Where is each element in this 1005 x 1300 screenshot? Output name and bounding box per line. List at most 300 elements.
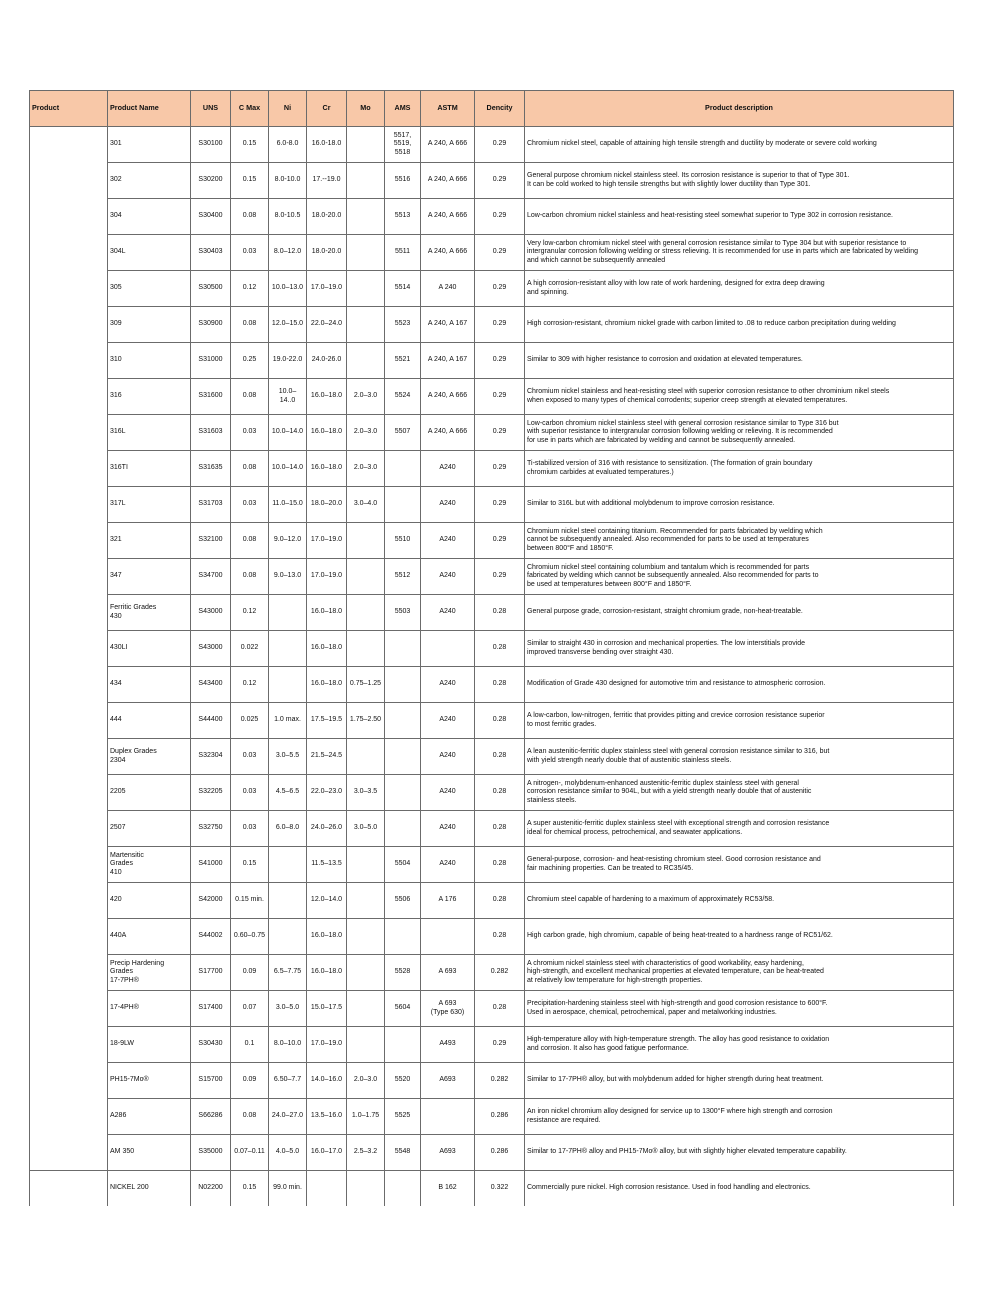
- c-max-cell: 0.03: [231, 415, 269, 451]
- product-name-cell: 305: [108, 271, 191, 307]
- alloy-table: [29, 90, 954, 1206]
- cr-cell: 16.0–17.0: [307, 1135, 347, 1171]
- product-name-cell: 317L: [108, 487, 191, 523]
- product-group-cell: [30, 1063, 108, 1099]
- ni-cell: 8.0–12.0: [269, 235, 307, 271]
- description-cell: Chromium steel capable of hardening to a maximum of approximately RC53/58.: [525, 883, 954, 919]
- astm-cell: A240: [421, 487, 475, 523]
- product-name-cell: 434: [108, 667, 191, 703]
- ams-cell: 5504: [385, 847, 421, 883]
- cr-cell: 16.0–18.0: [307, 595, 347, 631]
- table-row: [30, 1135, 954, 1171]
- uns-cell: S31603: [191, 415, 231, 451]
- astm-cell: A240: [421, 739, 475, 775]
- ni-cell: 6.50–7.7: [269, 1063, 307, 1099]
- description-cell: Similar to 17-7PH® alloy and PH15-7Mo® alloy, but with slightly higher elevated temperature capability.: [525, 1135, 954, 1171]
- astm-cell: B 162: [421, 1171, 475, 1207]
- product-group-cell: [30, 199, 108, 235]
- product-group-cell: [30, 991, 108, 1027]
- product-name-cell: 301: [108, 127, 191, 163]
- description-cell: A low-carbon, low-nitrogen, ferritic that provides pitting and crevice corrosion resistance superior to most ferritic grades.: [525, 703, 954, 739]
- product-group-cell: [30, 163, 108, 199]
- density-cell: 0.28: [475, 631, 525, 667]
- product-name-cell: 316: [108, 379, 191, 415]
- product-name-cell: 309: [108, 307, 191, 343]
- ni-cell: 8.0–10.0: [269, 1027, 307, 1063]
- density-cell: 0.28: [475, 667, 525, 703]
- description-cell: Similar to 17-7PH® alloy, but with molybdenum added for higher strength during heat treatment.: [525, 1063, 954, 1099]
- table-row: [30, 163, 954, 199]
- mo-cell: [347, 199, 385, 235]
- cr-cell: 17.0–19.0: [307, 559, 347, 595]
- product-name-cell: 17-4PH®: [108, 991, 191, 1027]
- uns-cell: S15700: [191, 1063, 231, 1099]
- ams-cell: 5514: [385, 271, 421, 307]
- astm-cell: A240: [421, 811, 475, 847]
- density-cell: 0.286: [475, 1099, 525, 1135]
- cr-cell: 13.5–16.0: [307, 1099, 347, 1135]
- uns-cell: S31635: [191, 451, 231, 487]
- astm-cell: A693: [421, 1063, 475, 1099]
- ams-cell: 5511: [385, 235, 421, 271]
- mo-cell: [347, 991, 385, 1027]
- cr-cell: 17.0–19.0: [307, 1027, 347, 1063]
- product-name-cell: Duplex Grades 2304: [108, 739, 191, 775]
- description-cell: Chromium nickel stainless and heat-resisting steel with superior corrosion resistance to other chrominium nikel steels when exposed to many types of chemical corrodents; superior creep strength at elevated temperatures.: [525, 379, 954, 415]
- c-max-cell: 0.12: [231, 595, 269, 631]
- cr-cell: 16.0–18.0: [307, 955, 347, 991]
- density-cell: 0.29: [475, 379, 525, 415]
- description-cell: Similar to straight 430 in corrosion and mechanical properties. The low interstitials provide improved transverse bending over straight 430.: [525, 631, 954, 667]
- mo-cell: 2.0–3.0: [347, 451, 385, 487]
- ni-cell: [269, 919, 307, 955]
- uns-cell: S42000: [191, 883, 231, 919]
- product-group-cell: [30, 667, 108, 703]
- ni-cell: 10.0–14.0: [269, 415, 307, 451]
- cr-cell: 18.0-20.0: [307, 199, 347, 235]
- ni-cell: 19.0-22.0: [269, 343, 307, 379]
- product-group-cell: [30, 775, 108, 811]
- mo-cell: [347, 271, 385, 307]
- uns-cell: S43000: [191, 595, 231, 631]
- description-cell: Low-carbon chromium nickel stainless steel with general corrosion resistance similar to Type 316 but with superior resistance to intergranular corrosion following welding or relieving. It is recommended for use in parts which are fabricated by welding and cannot be subsequently annealed.: [525, 415, 954, 451]
- table-row: [30, 775, 954, 811]
- c-max-cell: 0.08: [231, 451, 269, 487]
- ams-cell: [385, 919, 421, 955]
- density-cell: 0.28: [475, 811, 525, 847]
- product-group-cell: [30, 1099, 108, 1135]
- astm-cell: A693: [421, 1135, 475, 1171]
- ni-cell: 4.0–5.0: [269, 1135, 307, 1171]
- uns-cell: S32304: [191, 739, 231, 775]
- astm-cell: [421, 919, 475, 955]
- ams-cell: 5521: [385, 343, 421, 379]
- astm-cell: A240: [421, 667, 475, 703]
- ams-cell: [385, 667, 421, 703]
- ams-cell: [385, 775, 421, 811]
- ni-cell: 8.0-10.0: [269, 163, 307, 199]
- astm-cell: A 240: [421, 271, 475, 307]
- density-cell: 0.29: [475, 1027, 525, 1063]
- cr-cell: 17.0–19.0: [307, 523, 347, 559]
- product-group-cell: [30, 379, 108, 415]
- mo-cell: [347, 523, 385, 559]
- uns-cell: S35000: [191, 1135, 231, 1171]
- ams-cell: [385, 487, 421, 523]
- c-max-cell: 0.03: [231, 739, 269, 775]
- description-cell: Very low-carbon chromium nickel steel with general corrosion resistance similar to Type 304 but with superior resistance to intergranular corrosion following welding or stress relieving. It is recommended for use in parts which are fabricated by welding and which cannot be subsequently annealed: [525, 235, 954, 271]
- c-max-cell: 0.08: [231, 1099, 269, 1135]
- product-group-cell: [30, 955, 108, 991]
- product-name-cell: 440A: [108, 919, 191, 955]
- mo-cell: 2.0–3.0: [347, 1063, 385, 1099]
- ni-cell: 10.0–14.0: [269, 451, 307, 487]
- density-cell: 0.29: [475, 523, 525, 559]
- cr-cell: 22.0–24.0: [307, 307, 347, 343]
- description-cell: Chromium nickel steel containing columbium and tantalum which is recommended for parts fabricated by welding which cannot be subsequently annealed. Also recommended for parts to be used at temperatures between 800°F and 1850°F.: [525, 559, 954, 595]
- c-max-cell: 0.09: [231, 1063, 269, 1099]
- description-cell: General purpose chromium nickel stainless steel. Its corrosion resistance is superior to that of Type 301. It can be cold worked to high tensile strengths but with slightly lower ductility than Type 301.: [525, 163, 954, 199]
- astm-cell: [421, 631, 475, 667]
- c-max-cell: 0.08: [231, 523, 269, 559]
- astm-cell: A240: [421, 703, 475, 739]
- density-cell: 0.29: [475, 163, 525, 199]
- density-cell: 0.28: [475, 919, 525, 955]
- ams-cell: 5524: [385, 379, 421, 415]
- astm-cell: A240: [421, 847, 475, 883]
- astm-cell: A 240, A 666: [421, 415, 475, 451]
- ni-cell: 3.0–5.0: [269, 991, 307, 1027]
- cr-cell: 16.0–18.0: [307, 631, 347, 667]
- product-name-cell: AM 350: [108, 1135, 191, 1171]
- mo-cell: [347, 343, 385, 379]
- product-name-cell: 430LI: [108, 631, 191, 667]
- uns-cell: S31000: [191, 343, 231, 379]
- density-cell: 0.29: [475, 271, 525, 307]
- ams-cell: [385, 739, 421, 775]
- mo-cell: 2.0–3.0: [347, 379, 385, 415]
- mo-cell: [347, 307, 385, 343]
- mo-cell: [347, 631, 385, 667]
- mo-cell: 2.0–3.0: [347, 415, 385, 451]
- description-cell: Chromium nickel steel containing titanium. Recommended for parts fabricated by welding which cannot be subsequently annealed. Also recommended for parts to be used at temperatures between 800°F and 1850°F.: [525, 523, 954, 559]
- uns-cell: S30100: [191, 127, 231, 163]
- astm-cell: [421, 1099, 475, 1135]
- mo-cell: 3.0–4.0: [347, 487, 385, 523]
- c-max-cell: 0.15: [231, 163, 269, 199]
- cr-cell: 21.5–24.5: [307, 739, 347, 775]
- density-cell: 0.29: [475, 307, 525, 343]
- astm-cell: A 176: [421, 883, 475, 919]
- product-group-cell: [30, 307, 108, 343]
- table-row: [30, 415, 954, 451]
- density-cell: 0.29: [475, 415, 525, 451]
- ams-cell: 5525: [385, 1099, 421, 1135]
- cr-cell: 18.0–20.0: [307, 487, 347, 523]
- density-cell: 0.286: [475, 1135, 525, 1171]
- astm-cell: A 240, A 666: [421, 235, 475, 271]
- table-row: [30, 1099, 954, 1135]
- mo-cell: [347, 919, 385, 955]
- uns-cell: S66286: [191, 1099, 231, 1135]
- product-group-cell: [30, 631, 108, 667]
- ni-cell: [269, 883, 307, 919]
- uns-cell: S44002: [191, 919, 231, 955]
- ni-cell: [269, 847, 307, 883]
- header-uns: UNS: [191, 91, 231, 127]
- astm-cell: A240: [421, 595, 475, 631]
- product-group-cell: [30, 415, 108, 451]
- description-cell: Chromium nickel steel, capable of attaining high tensile strength and ductility by moderate or severe cold working: [525, 127, 954, 163]
- header-cr: Cr: [307, 91, 347, 127]
- uns-cell: S41000: [191, 847, 231, 883]
- c-max-cell: 0.12: [231, 271, 269, 307]
- header-ni: Ni: [269, 91, 307, 127]
- table-row: [30, 667, 954, 703]
- astm-cell: A 693 (Type 630): [421, 991, 475, 1027]
- cr-cell: 17.5–19.5: [307, 703, 347, 739]
- cr-cell: 16.0–18.0: [307, 379, 347, 415]
- uns-cell: S32750: [191, 811, 231, 847]
- mo-cell: [347, 559, 385, 595]
- header-mo: Mo: [347, 91, 385, 127]
- table-row: [30, 1027, 954, 1063]
- uns-cell: S30500: [191, 271, 231, 307]
- ams-cell: [385, 703, 421, 739]
- mo-cell: 3.0–5.0: [347, 811, 385, 847]
- density-cell: 0.28: [475, 703, 525, 739]
- uns-cell: S17700: [191, 955, 231, 991]
- product-name-cell: A286: [108, 1099, 191, 1135]
- astm-cell: A240: [421, 451, 475, 487]
- description-cell: Ti-stabilized version of 316 with resistance to sensitization. (The formation of grain boundary chromium carbides at evaluated temperatures.): [525, 451, 954, 487]
- density-cell: 0.282: [475, 1063, 525, 1099]
- product-group-cell: [30, 883, 108, 919]
- table-row: [30, 199, 954, 235]
- product-group-cell: [30, 811, 108, 847]
- mo-cell: [347, 127, 385, 163]
- c-max-cell: 0.03: [231, 811, 269, 847]
- product-name-cell: 2507: [108, 811, 191, 847]
- density-cell: 0.282: [475, 955, 525, 991]
- ni-cell: 99.0 min.: [269, 1171, 307, 1207]
- ni-cell: 10.0–14..0: [269, 379, 307, 415]
- product-group-cell: [30, 847, 108, 883]
- ni-cell: [269, 631, 307, 667]
- ams-cell: [385, 811, 421, 847]
- ni-cell: 6.0–8.0: [269, 811, 307, 847]
- product-name-cell: 304: [108, 199, 191, 235]
- cr-cell: 18.0-20.0: [307, 235, 347, 271]
- ams-cell: 5512: [385, 559, 421, 595]
- c-max-cell: 0.25: [231, 343, 269, 379]
- cr-cell: 24.0–26.0: [307, 811, 347, 847]
- mo-cell: 1.75–2.50: [347, 703, 385, 739]
- astm-cell: A 240, A 167: [421, 307, 475, 343]
- density-cell: 0.29: [475, 199, 525, 235]
- table-row: [30, 595, 954, 631]
- table-row: [30, 271, 954, 307]
- table-row: [30, 631, 954, 667]
- mo-cell: 2.5–3.2: [347, 1135, 385, 1171]
- table-row: [30, 343, 954, 379]
- ams-cell: 5517, 5519, 5518: [385, 127, 421, 163]
- product-name-cell: 321: [108, 523, 191, 559]
- density-cell: 0.29: [475, 451, 525, 487]
- ams-cell: 5513: [385, 199, 421, 235]
- c-max-cell: 0.15: [231, 127, 269, 163]
- table-row: [30, 559, 954, 595]
- product-group-cell: [30, 559, 108, 595]
- description-cell: High-temperature alloy with high-temperature strength. The alloy has good resistance to oxidation and corrosion. It also has good fatigue performance.: [525, 1027, 954, 1063]
- table-row: [30, 235, 954, 271]
- density-cell: 0.29: [475, 487, 525, 523]
- ni-cell: 4.5–6.5: [269, 775, 307, 811]
- uns-cell: S30200: [191, 163, 231, 199]
- density-cell: 0.29: [475, 343, 525, 379]
- table-row: [30, 1171, 954, 1207]
- description-cell: A super austenitic-ferritic duplex stainless steel with exceptional strength and corrosion resistance ideal for chemical process, petrochemical, and seawater applications.: [525, 811, 954, 847]
- ni-cell: 6.0-8.0: [269, 127, 307, 163]
- astm-cell: A 240, A 666: [421, 127, 475, 163]
- product-group-cell: [30, 343, 108, 379]
- product-name-cell: 316L: [108, 415, 191, 451]
- description-cell: Commercially pure nickel. High corrosion resistance. Used in food handling and electronics.: [525, 1171, 954, 1207]
- header-description: Product description: [525, 91, 954, 127]
- c-max-cell: 0.022: [231, 631, 269, 667]
- uns-cell: S17400: [191, 991, 231, 1027]
- mo-cell: [347, 1027, 385, 1063]
- product-name-cell: 2205: [108, 775, 191, 811]
- cr-cell: 16.0-18.0: [307, 127, 347, 163]
- density-cell: 0.29: [475, 127, 525, 163]
- table-row: [30, 307, 954, 343]
- ni-cell: 3.0–5.5: [269, 739, 307, 775]
- ams-cell: 5528: [385, 955, 421, 991]
- table-row: [30, 127, 954, 163]
- ams-cell: 5604: [385, 991, 421, 1027]
- product-group-cell: [30, 739, 108, 775]
- product-group-cell: [30, 1135, 108, 1171]
- c-max-cell: 0.07–0.11: [231, 1135, 269, 1171]
- ni-cell: 9.0–12.0: [269, 523, 307, 559]
- product-name-cell: Ferritic Grades 430: [108, 595, 191, 631]
- product-group-cell: [30, 127, 108, 163]
- ams-cell: 5516: [385, 163, 421, 199]
- c-max-cell: 0.08: [231, 559, 269, 595]
- product-name-cell: 304L: [108, 235, 191, 271]
- description-cell: Modification of Grade 430 designed for automotive trim and resistance to atmospheric corrosion.: [525, 667, 954, 703]
- astm-cell: A240: [421, 559, 475, 595]
- mo-cell: [347, 883, 385, 919]
- astm-cell: A493: [421, 1027, 475, 1063]
- product-group-cell: [30, 487, 108, 523]
- cr-cell: 24.0-26.0: [307, 343, 347, 379]
- c-max-cell: 0.09: [231, 955, 269, 991]
- ams-cell: 5510: [385, 523, 421, 559]
- c-max-cell: 0.07: [231, 991, 269, 1027]
- c-max-cell: 0.15 min.: [231, 883, 269, 919]
- table-body: [30, 127, 954, 1207]
- c-max-cell: 0.15: [231, 847, 269, 883]
- cr-cell: 12.0–14.0: [307, 883, 347, 919]
- ams-cell: [385, 1027, 421, 1063]
- density-cell: 0.322: [475, 1171, 525, 1207]
- table-row: [30, 847, 954, 883]
- table-row: [30, 379, 954, 415]
- ams-cell: 5507: [385, 415, 421, 451]
- ams-cell: [385, 1171, 421, 1207]
- header-product-name: Product Name: [108, 91, 191, 127]
- density-cell: 0.28: [475, 739, 525, 775]
- header-c-max: C Max: [231, 91, 269, 127]
- product-name-cell: 444: [108, 703, 191, 739]
- cr-cell: 17.0–19.0: [307, 271, 347, 307]
- mo-cell: 3.0–3.5: [347, 775, 385, 811]
- table-row: [30, 703, 954, 739]
- product-name-cell: 316TI: [108, 451, 191, 487]
- header-ams: AMS: [385, 91, 421, 127]
- uns-cell: S30403: [191, 235, 231, 271]
- header-row: [30, 91, 954, 127]
- product-name-cell: NICKEL 200: [108, 1171, 191, 1207]
- table-row: [30, 1063, 954, 1099]
- header-product: Product: [30, 91, 108, 127]
- uns-cell: N02200: [191, 1171, 231, 1207]
- mo-cell: [347, 847, 385, 883]
- ni-cell: 10.0–13.0: [269, 271, 307, 307]
- uns-cell: S31703: [191, 487, 231, 523]
- astm-cell: A 240, A 167: [421, 343, 475, 379]
- ams-cell: [385, 451, 421, 487]
- description-cell: General-purpose, corrosion- and heat-resisting chromium steel. Good corrosion resistance and fair machining properties. Can be treated to RC35/45.: [525, 847, 954, 883]
- uns-cell: S44400: [191, 703, 231, 739]
- c-max-cell: 0.15: [231, 1171, 269, 1207]
- cr-cell: 14.0–16.0: [307, 1063, 347, 1099]
- description-cell: A nitrogen-, molybdenum-enhanced austenitic-ferritic duplex stainless steel with general corrosion resistance similar to 904L, but with a yield strength nearly double that of austenitic stainless steels.: [525, 775, 954, 811]
- c-max-cell: 0.12: [231, 667, 269, 703]
- ams-cell: 5523: [385, 307, 421, 343]
- cr-cell: 22.0–23.0: [307, 775, 347, 811]
- c-max-cell: 0.1: [231, 1027, 269, 1063]
- ams-cell: [385, 631, 421, 667]
- density-cell: 0.29: [475, 559, 525, 595]
- product-group-cell: [30, 703, 108, 739]
- product-group-cell: [30, 1027, 108, 1063]
- mo-cell: 1.0–1.75: [347, 1099, 385, 1135]
- product-group-cell: [30, 919, 108, 955]
- header-astm: ASTM: [421, 91, 475, 127]
- cr-cell: [307, 1171, 347, 1207]
- uns-cell: S30900: [191, 307, 231, 343]
- c-max-cell: 0.03: [231, 487, 269, 523]
- c-max-cell: 0.03: [231, 235, 269, 271]
- table-row: [30, 955, 954, 991]
- uns-cell: S32205: [191, 775, 231, 811]
- ni-cell: 11.0–15.0: [269, 487, 307, 523]
- ams-cell: 5506: [385, 883, 421, 919]
- table-row: [30, 883, 954, 919]
- uns-cell: S32100: [191, 523, 231, 559]
- astm-cell: A 240, A 666: [421, 199, 475, 235]
- uns-cell: S30400: [191, 199, 231, 235]
- product-group-cell: [30, 235, 108, 271]
- product-group-cell: [30, 523, 108, 559]
- description-cell: A chromium nickel stainless steel with characteristics of good workability, easy hardening, high-strength, and excellent mechanical properties at elevated temperature, can be heat-treated at relatively low temperature for high-strength properties.: [525, 955, 954, 991]
- description-cell: Low-carbon chromium nickel stainless and heat-resisting steel somewhat superior to Type 302 in corrosion resistance.: [525, 199, 954, 235]
- description-cell: Precipitation-hardening stainless steel with high-strength and good corrosion resistance to 600°F. Used in aerospace, chemical, petrochemical, paper and metalworking industries.: [525, 991, 954, 1027]
- ni-cell: 9.0–13.0: [269, 559, 307, 595]
